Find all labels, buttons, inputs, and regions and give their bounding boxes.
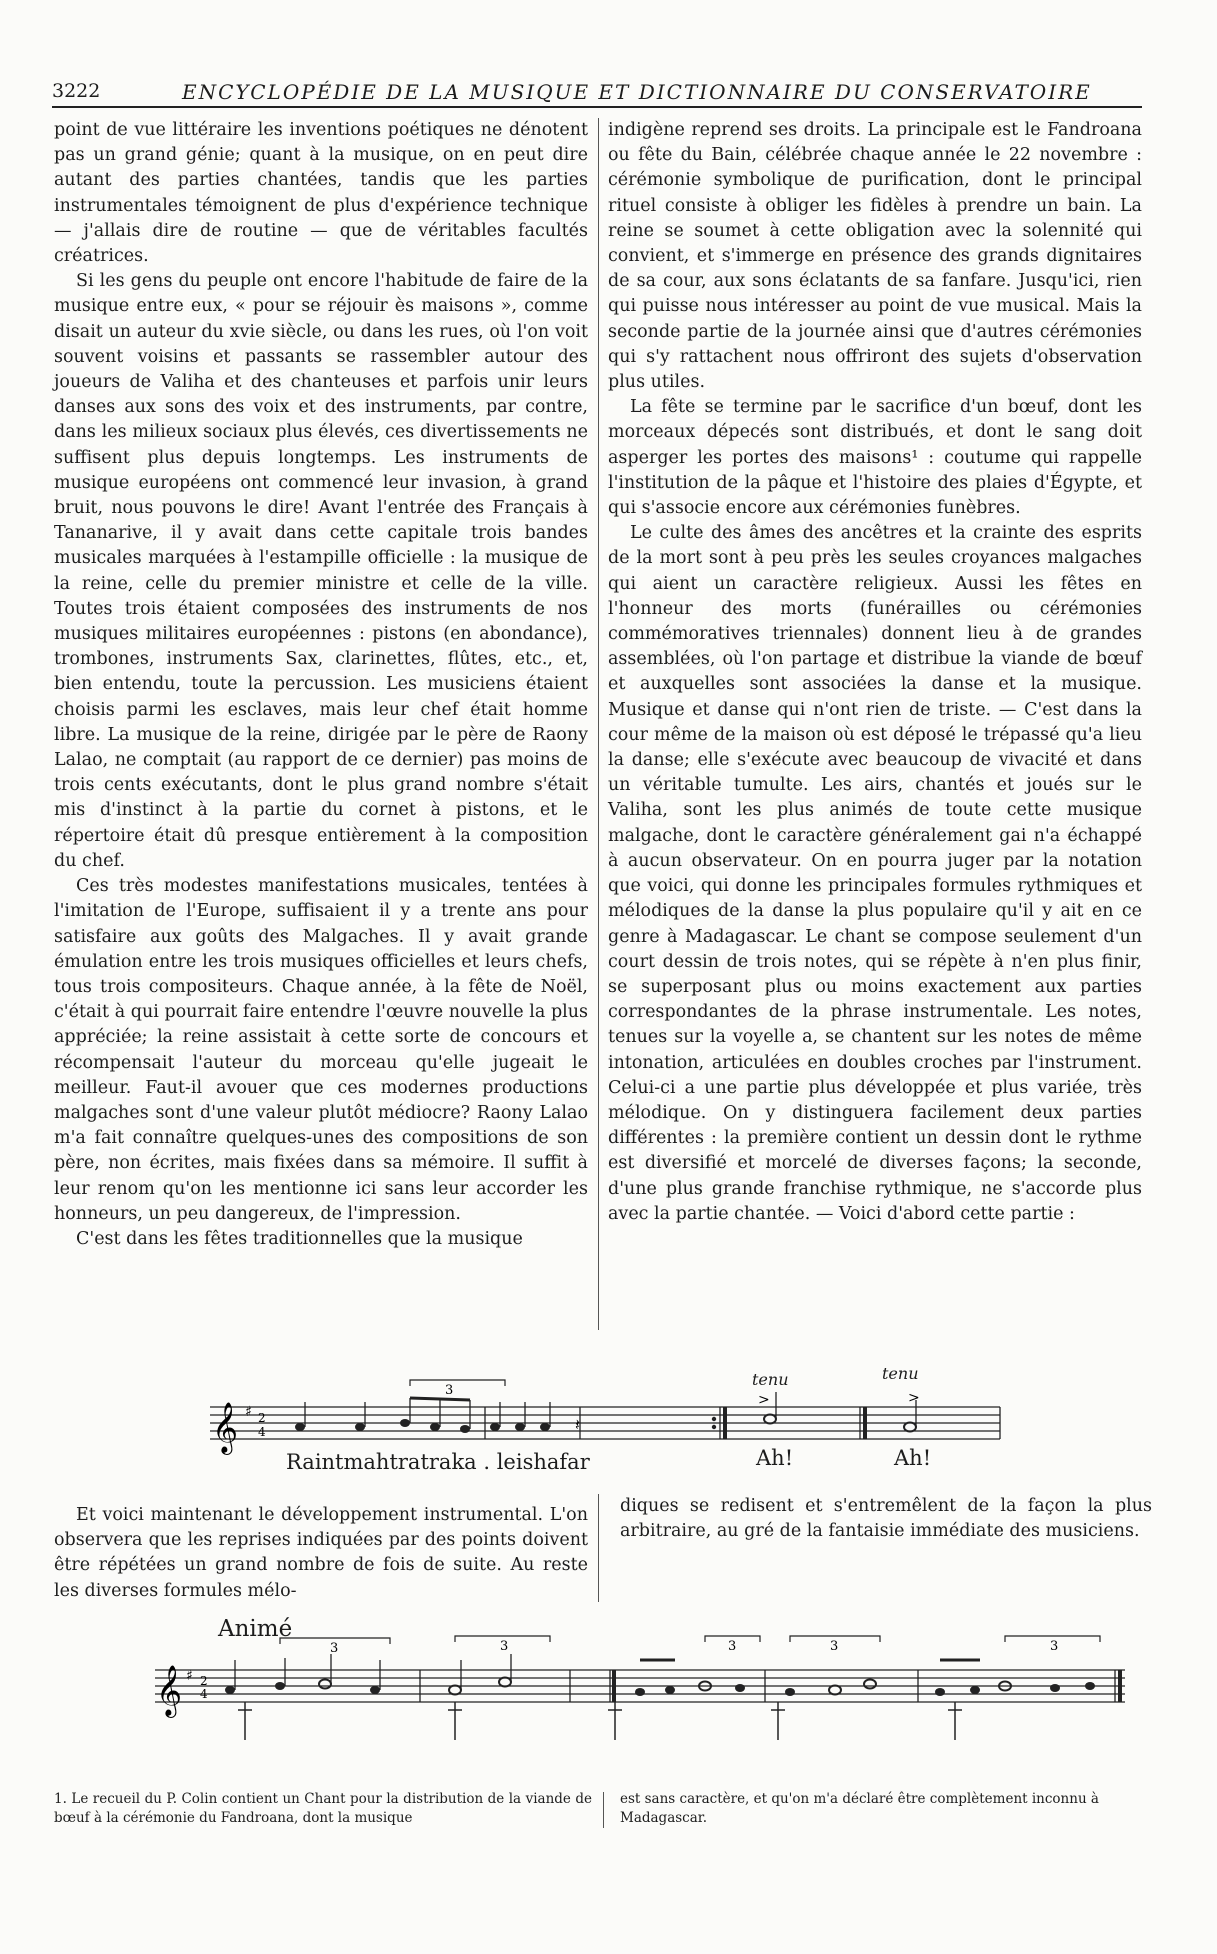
svg-text:>: > — [758, 1392, 770, 1408]
text-column-left-lower — [54, 1503, 588, 1604]
text-column-right-lower — [620, 1494, 1152, 1544]
text-column-right — [608, 118, 1142, 1227]
sharp-icon: ♯ — [245, 1404, 252, 1420]
svg-text:3: 3 — [330, 1641, 339, 1656]
paragraph: point de vue littéraire les inventions poétiques ne dénotent pas un grand génie; quant à la musique, on en peut dire autant des parties chantées, tandis que les parties instrumentales témoignent de plus d'expérience technique — j'allais dire de routine — que de véritables facultés créatrices. — [54, 120, 588, 267]
staff-instrumental — [150, 1630, 1130, 1750]
triplet-bracket — [410, 1380, 505, 1386]
time-signature: 2 — [258, 1411, 266, 1425]
paragraph: Ces très modestes manifestations musicales, tentées à l'imitation de l'Europe, suffisaient il y a trente ans pour satisfaire aux goûts des Malgaches. Il y avait grande émulation entre les trois musiques officielles et leurs chefs, tous trois compositeurs. Chaque année, à la fête de Noël, c'était à qui pourrait faire entendre l'œuvre nouvelle la plus appréciée; la reine assistait à cette sorte de concours et récompensait l'auteur du morceau qu'elle jugeait le meilleur. Faut-il avouer que ces modernes productions malgaches sont d'une valeur plutôt médiocre? Raony Lalao m'a fait connaître quelques-unes des compositions de son père, non écrites, mais fixées dans sa mémoire. Il suffit à leur renom qu'on les mentionne ici sans leur accorder les honneurs, un peu dangereux, de l'impression. — [54, 876, 588, 1224]
paragraph: C'est dans les fêtes traditionnelles que la musique — [76, 1228, 523, 1249]
paragraph: Si les gens du peuple ont encore l'habitude de faire de la musique entre eux, « pour se réjouir ès maisons », comme disait un auteur du xvie siècle, ou dans les rues, où l'on voit souvent voisins et passants se rassembler autour des joueurs de Valiha et des chanteuses et parfois unir leurs danses aux sons des voix et des instruments, par contre, dans les milieux sociaux plus élevés, ces divertissements ne suffisent plus depuis longtemps. Les instruments de musique européens ont commencé leur invasion, à grand bruit, nous pouvons le dire! Avant l'entrée des Français à Tananarive, il y avait dans cette capitale trois bandes musicales marquées à l'estampille officielle : la musique de la reine, celle du premier ministre et celle de la ville. Toutes trois étaient composées des instruments de nos musiques militaires européennes : pistons (en abondance), trombones, instruments Sax, clarinettes, flûtes, etc., et, bien entendu, toute la percussion. Les musiciens étaient choisis parmi les esclaves, mais leur chef était homme libre. La musique de la reine, dirigée par le père de Raony Lalao, ne comptait (au rapport de ce dernier) pas moins de trois cents exécutants, dont le plus grand nombre s'était mis d'instinct à la partie du cornet à pistons, et le répertoire était dû presque entièrement à la composition du chef. — [54, 271, 588, 871]
tenu-marking: tenu — [752, 1370, 789, 1389]
sharp-icon: ♯ — [186, 1668, 193, 1684]
paragraph: Le culte des âmes des ancêtres et la crainte des esprits de la mort sont à peu près les seules croyances malgaches qui aient un caractère religieux. Aussi les fêtes en l'honneur des morts (funérailles ou cérémonies commémoratives triennales) donnent lieu à de grandes assemblées, où l'on partage et distribue la viande de bœuf et auxquelles sont associées la danse et la musique. Musique et danse qui n'ont rien de triste. — C'est dans la cour même de la maison où est déposé le trépassé qu'a lieu la danse; elle s'exécute avec beaucoup de vivacité et dans un véritable tumulte. Les airs, chantés et joués sur le Valiha, sont les plus animés de toute cette musique malgache, dont le caractère généralement gai n'a échappé à aucun observateur. On en pourra juger par la notation que voici, qui donne les principales formules rythmiques et mélodiques de la danse la plus populaire qu'il y ait en ce genre à Madagascar. Le chant se compose seulement d'un court dessin de trois notes, qui se répète à n'en plus finir, se superposant plus ou moins exactement aux parties correspondantes de la phrase instrumentale. Les notes, tenues sur la voyelle a, se chantent sur les notes de même intonation, articulées en doubles croches par l'instrument. Celui-ci a une partie plus développée et plus variée, très mélodique. On y distinguera facilement deux parties différentes : la première contient un dessin dont le rythme est diversifié et morcelé de diverses façons; la seconde, d'une plus grande franchise rythmique, ne s'accorde plus avec la partie chantée. — Voici d'abord cette partie : — [608, 523, 1142, 1224]
footnote-divider — [603, 1792, 604, 1828]
paragraph: Et voici maintenant le développement instrumental. L'on observera que les reprises indiquées par des points doivent être répétées un grand nombre de fois de suite. Au reste les diverses formules mélo- — [54, 1505, 588, 1601]
footnote-left: 1. Le recueil du P. Colin contient un Chant pour la distribution de la viande de bœuf à la cérémonie du Fandroana, dont la musique — [54, 1791, 592, 1826]
svg-text:3: 3 — [500, 1639, 509, 1654]
tempo-marking: Animé — [218, 1616, 293, 1642]
song-lyric-ah: Ah! — [756, 1446, 794, 1470]
svg-text:3: 3 — [728, 1639, 737, 1654]
page-header — [52, 80, 1142, 108]
paragraph: diques se redisent et s'entremêlent de la façon la plus arbitraire, au gré de la fantaisie immédiate des musiciens. — [620, 1496, 1152, 1542]
svg-text:4: 4 — [258, 1425, 266, 1439]
column-divider — [598, 1494, 599, 1602]
song-lyric: Raintmahtratraka . leishafar — [286, 1450, 590, 1474]
svg-text:𝄽: 𝄽 — [575, 1415, 580, 1434]
treble-clef-icon: 𝄞 — [212, 1402, 239, 1453]
svg-text:3: 3 — [1050, 1639, 1059, 1654]
music-example-song — [200, 1364, 1020, 1482]
column-divider — [598, 118, 599, 1330]
triplet-brackets — [280, 1636, 1100, 1644]
footnote-right: est sans caractère, et qu'on m'a déclaré être complètement inconnu à Madagascar. — [620, 1791, 1099, 1826]
page-number: 3222 — [52, 80, 101, 102]
svg-text:2: 2 — [200, 1674, 208, 1688]
paragraph: indigène reprend ses droits. La principale est le Fandroana ou fête du Bain, célébrée chaque année le 22 novembre : cérémonie symbolique de purification, dont le principal rituel consiste à obliger les fidèles à prendre un bain. La reine se soumet à cette obligation avec la solennité qui convient, et s'immerge en présence des grands dignitaires de sa cour, aux sons éclatants de sa fanfare. Jusqu'ici, rien qui puisse nous intéresser au point de vue musical. Mais la seconde partie de la journée ainsi que d'autres cérémonies qui s'y rattachent nous offriront des sujets d'observation plus utiles. — [608, 120, 1142, 393]
paragraph: La fête se termine par le sacrifice d'un bœuf, dont les morceaux dépecés sont distribués, et dont le sang doit asperger les portes des maisons¹ : coutume qui rappelle l'institution de la pâque et l'histoire des plaies d'Égypte, et qui s'associe encore aux cérémonies funèbres. — [608, 397, 1142, 519]
treble-clef-icon: 𝄞 — [156, 1665, 183, 1716]
song-lyric-ah: Ah! — [894, 1446, 932, 1470]
bass-notes — [238, 1702, 962, 1740]
music-example-instrumental — [150, 1630, 1130, 1750]
svg-text:4: 4 — [200, 1687, 208, 1701]
svg-text:>: > — [908, 1390, 920, 1406]
text-column-left — [54, 118, 588, 1252]
svg-text:3: 3 — [830, 1639, 839, 1654]
triplet-number: 3 — [445, 1383, 454, 1398]
running-title: ENCYCLOPÉDIE DE LA MUSIQUE ET DICTIONNAIRE DU CONSERVATOIRE — [182, 80, 1092, 104]
tenu-marking: tenu — [882, 1364, 919, 1383]
